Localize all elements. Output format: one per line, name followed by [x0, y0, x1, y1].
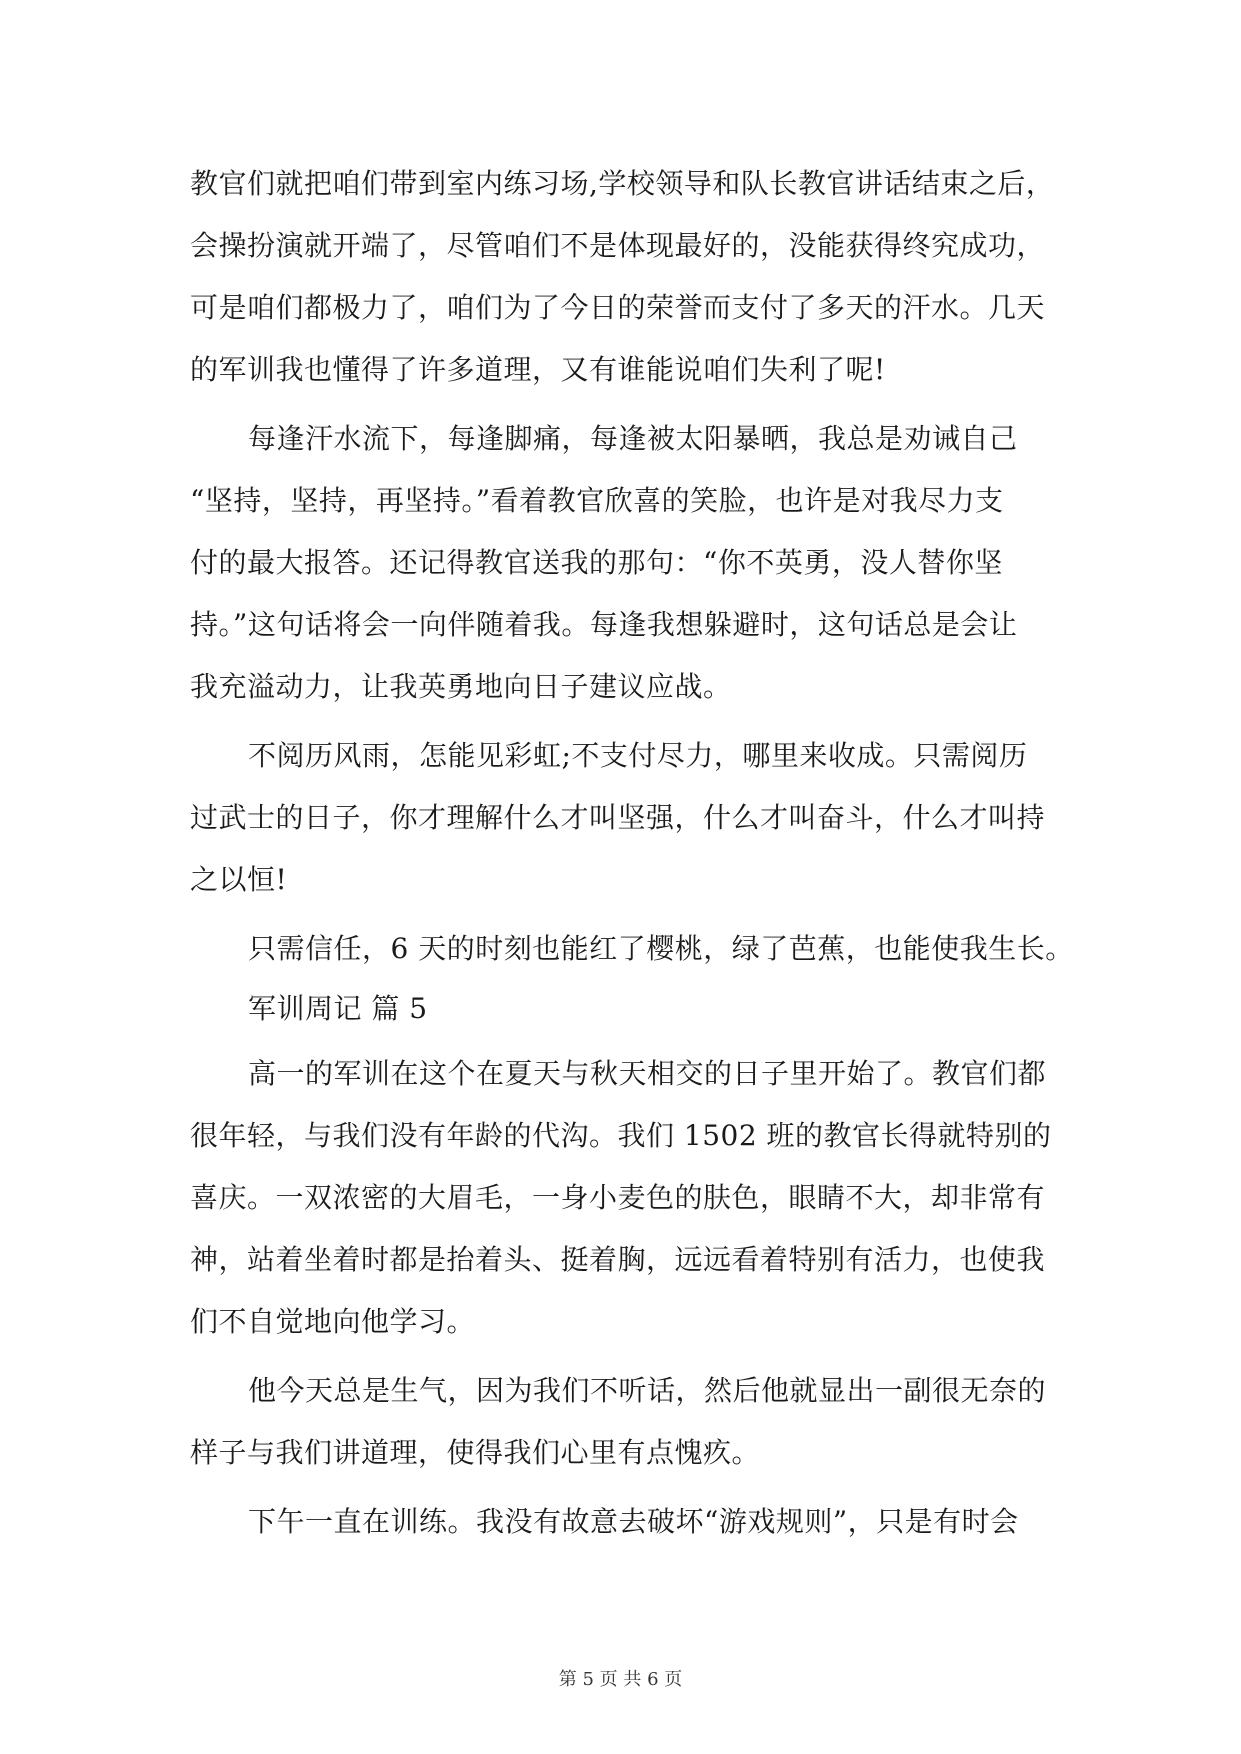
paragraph-line: 教官们就把咱们带到室内练习场,学校领导和队长教官讲话结束之后，: [190, 167, 1055, 200]
page-number-footer: 第 5 页 共 6 页: [558, 1669, 683, 1690]
paragraph-line: 过武士的日子，你才理解什么才叫坚强，什么才叫奋斗，什么才叫持: [190, 801, 1046, 834]
paragraph-line: 不阅历风雨，怎能见彩虹;不支付尽力，哪里来收成。只需阅历: [248, 739, 1028, 772]
section-heading: 军训周记 篇 5: [248, 992, 428, 1025]
paragraph-line: 可是咱们都极力了，咱们为了今日的荣誉而支付了多天的汗水。几天: [190, 291, 1046, 324]
paragraph-line: 只需信任，6 天的时刻也能红了樱桃，绿了芭蕉，也能使我生长。: [248, 932, 1074, 965]
paragraph-line: 付的最大报答。还记得教官送我的那句：“你不英勇，没人替你坚: [190, 546, 1003, 579]
paragraph-line: 下午一直在训练。我没有故意去破坏“游戏规则”，只是有时会: [248, 1505, 1019, 1538]
paragraph-line: 每逢汗水流下，每逢脚痛，每逢被太阳暴晒，我总是劝诫自己: [248, 422, 1018, 455]
paragraph-line: 样子与我们讲道理，使得我们心里有点愧疚。: [190, 1436, 761, 1469]
paragraph-line: 的军训我也懂得了许多道理，又有谁能说咱们失利了呢!: [190, 353, 886, 386]
paragraph-line: 会操扮演就开端了，尽管咱们不是体现最好的，没能获得终究成功，: [190, 229, 1046, 262]
paragraph-line: 高一的军训在这个在夏天与秋天相交的日子里开始了。教官们都: [248, 1057, 1047, 1090]
paragraph-line: “坚持，坚持，再坚持。”看着教官欣喜的笑脸，也许是对我尽力支: [190, 484, 1004, 517]
paragraph-line: 们不自觉地向他学习。: [190, 1305, 476, 1338]
paragraph-line: 很年轻，与我们没有年龄的代沟。我们 1502 班的教官长得就特别的: [190, 1119, 1052, 1152]
paragraph-line: 神，站着坐着时都是抬着头、挺着胸，远远看着特别有活力，也使我: [190, 1243, 1046, 1276]
paragraph-line: 之以恒!: [190, 863, 288, 896]
paragraph-line: 我充溢动力，让我英勇地向日子建议应战。: [190, 670, 732, 703]
paragraph-line: 喜庆。一双浓密的大眉毛，一身小麦色的肤色，眼睛不大，却非常有: [190, 1181, 1046, 1214]
paragraph-line: 他今天总是生气，因为我们不听话，然后他就显出一副很无奈的: [248, 1374, 1047, 1407]
paragraph-line: 持。”这句话将会一向伴随着我。每逢我想躲避时，这句话总是会让: [190, 608, 1018, 641]
